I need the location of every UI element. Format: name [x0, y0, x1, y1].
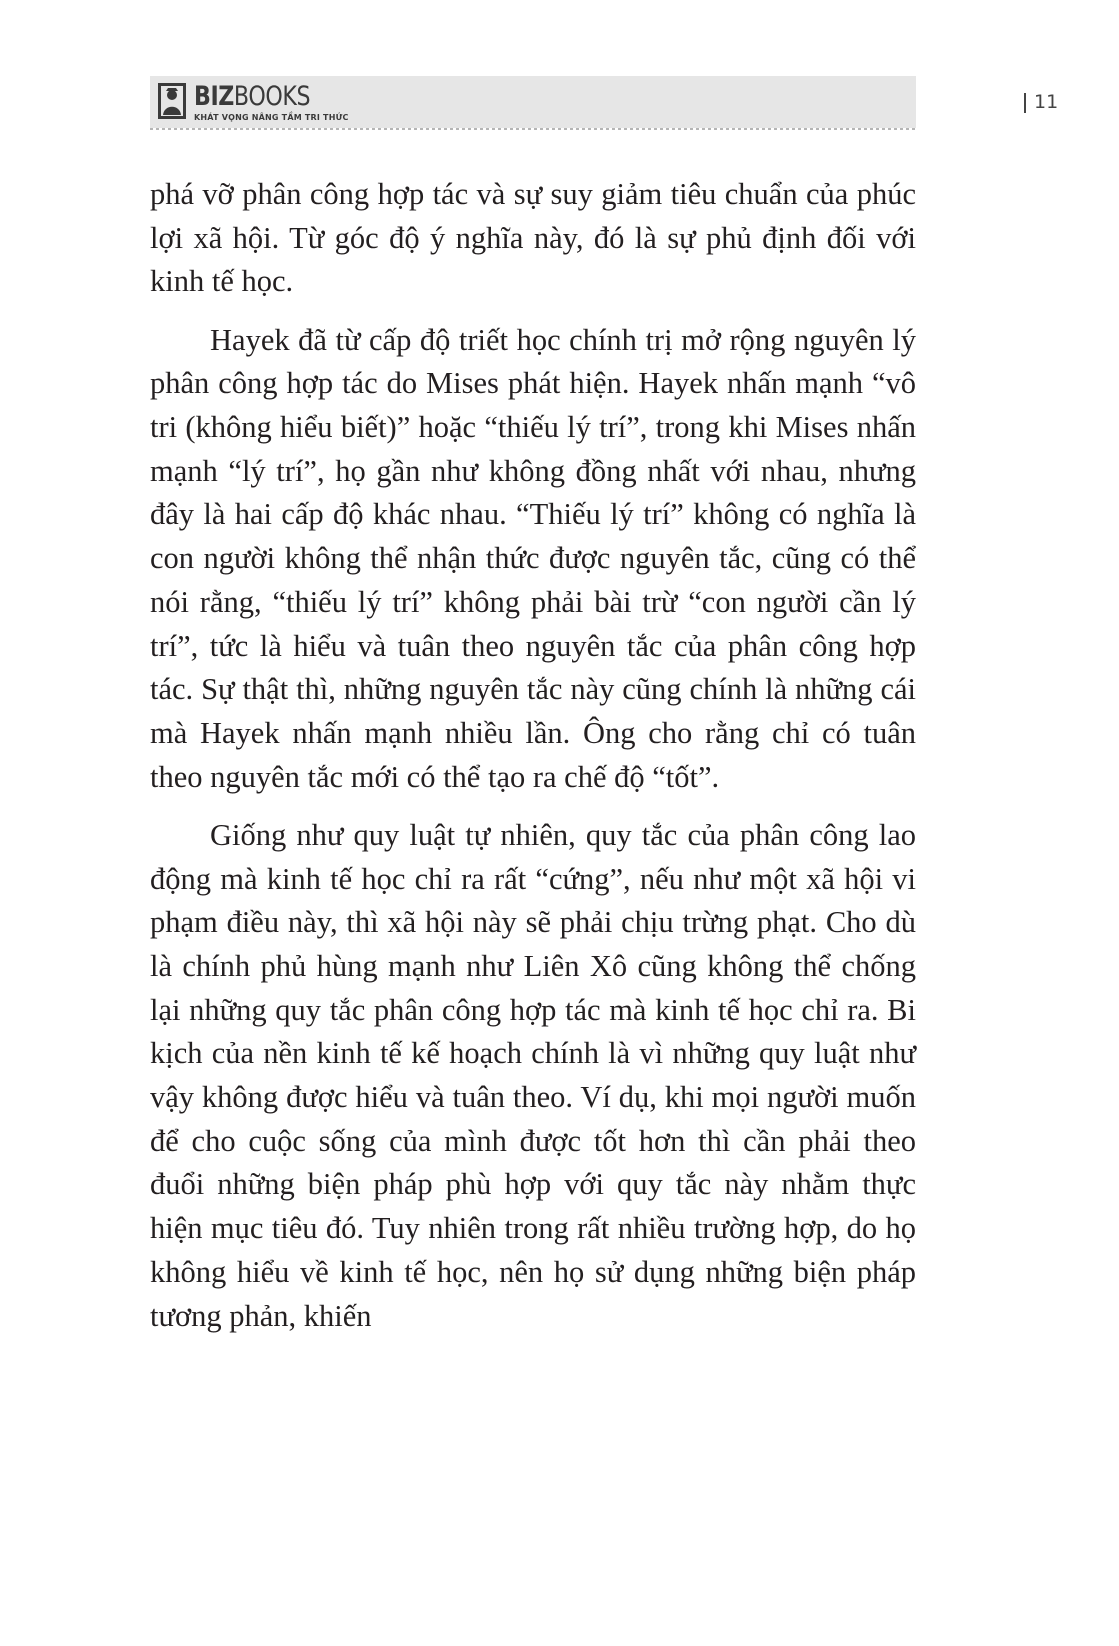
paragraph-3: Giống như quy luật tự nhiên, quy tắc của phân công lao động mà kinh tế học chỉ ra rất “cứng”, nếu như một xã hội vi phạm điều này, thì xã hội này sẽ phải chịu trừng phạt. Cho dù là chính phủ hùng mạnh như Liên Xô cũng không thể chống lại những quy tắc phân công hợp tác mà kinh tế học chỉ ra. Bi kịch của nền kinh tế kế hoạch chính là vì những quy luật như vậy không được hiểu và tuân theo. Ví dụ, khi mọi người muốn để cho cuộc sống của mình được tốt hơn thì cần phải theo đuổi những biện pháp phù hợp với quy tắc này nhằm thực hiện mục tiêu đó. Tuy nhiên trong rất nhiều trường hợp, do họ không hiểu về kinh tế học, nên họ sử dụng những biện pháp tương phản, khiến: [150, 817, 916, 1333]
paragraph-1: phá vỡ phân công hợp tác và sự suy giảm tiêu chuẩn của phúc lợi xã hội. Từ góc độ ý nghĩa này, đó là sự phủ định đối với kinh tế học.: [150, 177, 916, 299]
brand-tagline: KHÁT VỌNG NÂNG TẦM TRI THỨC: [194, 113, 349, 122]
body-text: [150, 173, 916, 1338]
header-dotted-rule: [150, 128, 916, 130]
brand-name-bold: BIZ: [194, 81, 234, 112]
paragraph-2: Hayek đã từ cấp độ triết học chính trị mở rộng nguyên lý phân công hợp tác do Mises phát hiện. Hayek nhấn mạnh “vô tri (không hiểu biết)” hoặc “thiếu lý trí”, trong khi Mises nhấn mạnh “lý trí”, họ gần như không đồng nhất với nhau, nhưng đây là hai cấp độ khác nhau. “Thiếu lý trí” không có nghĩa là con người không thể nhận thức được nguyên tắc, cũng có thể nói rằng, “thiếu lý trí” không phải bài trừ “con người cần lý trí”, tức là hiểu và tuân theo nguyên tắc của phân công hợp tác. Sự thật thì, những nguyên tắc này cũng chính là những cái mà Hayek nhấn mạnh nhiều lần. Ông cho rằng chỉ có tuân theo nguyên tắc mới có thể tạo ra chế độ “tốt”.: [150, 322, 916, 794]
page-number-separator: [1024, 93, 1026, 113]
running-header: [150, 76, 1059, 128]
brand-name-light: BOOKS: [233, 81, 311, 112]
bizbooks-logo-icon: [157, 82, 187, 120]
page-number: 11: [1034, 91, 1059, 113]
brand-name: [194, 82, 310, 112]
